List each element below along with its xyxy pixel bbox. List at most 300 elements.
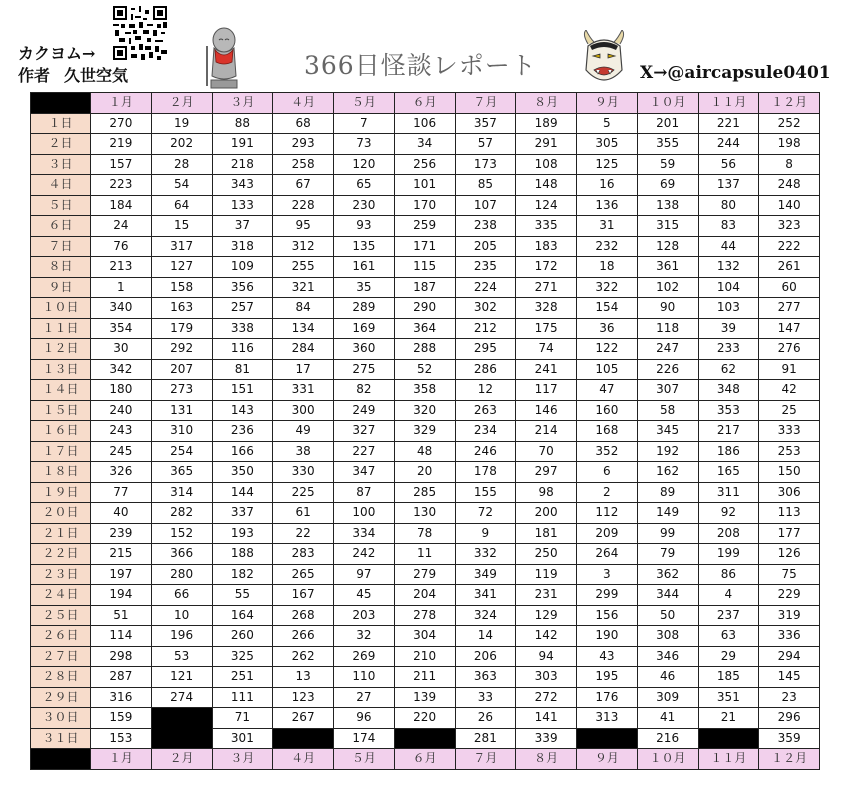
story-number-cell: 193 xyxy=(212,523,273,544)
story-number-cell: 98 xyxy=(516,482,577,503)
story-number-cell: 274 xyxy=(151,687,212,708)
story-number-cell: 16 xyxy=(577,175,638,196)
story-number-cell: 75 xyxy=(759,564,820,585)
table-row xyxy=(31,585,820,606)
month-header: １０月 xyxy=(637,93,698,114)
story-number-cell: 291 xyxy=(516,134,577,155)
story-number-cell: 268 xyxy=(273,605,334,626)
story-number-cell: 40 xyxy=(91,503,152,524)
page-title: 366日怪談レポート xyxy=(304,51,537,80)
story-number-cell: 278 xyxy=(394,605,455,626)
story-number-cell: 292 xyxy=(151,339,212,360)
story-number-cell: 188 xyxy=(212,544,273,565)
story-number-cell: 182 xyxy=(212,564,273,585)
month-header: １月 xyxy=(91,93,152,114)
story-number-cell: 198 xyxy=(759,134,820,155)
story-number-cell: 1 xyxy=(91,277,152,298)
story-number-cell: 164 xyxy=(212,605,273,626)
story-number-cell: 92 xyxy=(698,503,759,524)
story-number-cell: 249 xyxy=(334,400,395,421)
story-number-cell: 110 xyxy=(334,667,395,688)
day-header: ５日 xyxy=(31,195,91,216)
jizo-statue-icon xyxy=(204,26,244,90)
story-number-cell: 360 xyxy=(334,339,395,360)
story-number-cell: 229 xyxy=(759,585,820,606)
story-number-cell: 173 xyxy=(455,154,516,175)
story-number-cell: 18 xyxy=(577,257,638,278)
story-number-cell: 78 xyxy=(394,523,455,544)
story-number-cell: 317 xyxy=(151,236,212,257)
story-number-cell: 35 xyxy=(334,277,395,298)
story-number-cell: 15 xyxy=(151,216,212,237)
story-number-cell: 199 xyxy=(698,544,759,565)
story-number-cell: 210 xyxy=(394,646,455,667)
story-number-cell: 133 xyxy=(212,195,273,216)
story-number-cell: 344 xyxy=(637,585,698,606)
story-number-cell: 140 xyxy=(759,195,820,216)
story-number-cell: 104 xyxy=(698,277,759,298)
story-number-cell: 121 xyxy=(151,667,212,688)
x-handle[interactable]: X→@aircapsule0401 xyxy=(640,63,831,83)
story-number-cell: 72 xyxy=(455,503,516,524)
story-number-cell: 252 xyxy=(759,113,820,134)
story-number-cell: 11 xyxy=(394,544,455,565)
story-number-cell: 327 xyxy=(334,421,395,442)
story-number-cell: 156 xyxy=(577,605,638,626)
story-number-cell: 319 xyxy=(759,605,820,626)
story-number-cell: 241 xyxy=(516,359,577,380)
story-number-cell: 280 xyxy=(151,564,212,585)
story-number-cell: 108 xyxy=(516,154,577,175)
story-number-cell: 139 xyxy=(394,687,455,708)
month-header: ５月 xyxy=(334,93,395,114)
table-row xyxy=(31,687,820,708)
story-number-cell: 3 xyxy=(577,564,638,585)
story-number-cell: 39 xyxy=(698,318,759,339)
story-number-cell: 53 xyxy=(151,646,212,667)
story-number-cell: 29 xyxy=(698,646,759,667)
story-number-cell: 254 xyxy=(151,441,212,462)
table-row xyxy=(31,482,820,503)
story-number-cell: 288 xyxy=(394,339,455,360)
story-number-cell: 312 xyxy=(273,236,334,257)
table-row xyxy=(31,359,820,380)
story-number-cell: 71 xyxy=(212,708,273,729)
story-number-cell: 305 xyxy=(577,134,638,155)
story-number-cell: 100 xyxy=(334,503,395,524)
story-number-cell: 322 xyxy=(577,277,638,298)
kakuyomu-label: カクヨム→ xyxy=(18,44,96,63)
story-number-cell: 207 xyxy=(151,359,212,380)
story-number-cell: 258 xyxy=(273,154,334,175)
story-number-cell: 46 xyxy=(637,667,698,688)
story-number-cell: 358 xyxy=(394,380,455,401)
story-number-cell: 321 xyxy=(273,277,334,298)
story-number-cell: 337 xyxy=(212,503,273,524)
story-number-cell: 190 xyxy=(577,626,638,647)
day-header: ２７日 xyxy=(31,646,91,667)
story-number-cell: 231 xyxy=(516,585,577,606)
story-number-cell: 161 xyxy=(334,257,395,278)
story-number-cell: 163 xyxy=(151,298,212,319)
story-number-cell: 175 xyxy=(516,318,577,339)
story-number-cell: 97 xyxy=(334,564,395,585)
story-number-cell: 142 xyxy=(516,626,577,647)
story-number-cell: 21 xyxy=(698,708,759,729)
story-number-cell: 343 xyxy=(212,175,273,196)
story-number-cell: 213 xyxy=(91,257,152,278)
story-number-cell: 81 xyxy=(212,359,273,380)
story-number-cell: 206 xyxy=(455,646,516,667)
story-number-cell: 216 xyxy=(637,728,698,749)
story-number-cell: 179 xyxy=(151,318,212,339)
story-number-cell: 214 xyxy=(516,421,577,442)
story-number-cell: 155 xyxy=(455,482,516,503)
story-number-cell: 248 xyxy=(759,175,820,196)
story-number-cell: 28 xyxy=(151,154,212,175)
story-number-cell: 25 xyxy=(759,400,820,421)
story-number-cell: 137 xyxy=(698,175,759,196)
story-number-cell: 132 xyxy=(698,257,759,278)
story-number-cell: 242 xyxy=(334,544,395,565)
table-row xyxy=(31,236,820,257)
story-number-cell: 237 xyxy=(698,605,759,626)
month-header: ９月 xyxy=(577,749,638,770)
story-number-cell: 148 xyxy=(516,175,577,196)
story-number-cell: 339 xyxy=(516,728,577,749)
nonexistent-date-cell xyxy=(273,728,334,749)
table-row xyxy=(31,380,820,401)
story-number-cell: 355 xyxy=(637,134,698,155)
story-number-cell: 286 xyxy=(455,359,516,380)
story-number-cell: 13 xyxy=(273,667,334,688)
story-number-cell: 266 xyxy=(273,626,334,647)
story-number-cell: 279 xyxy=(394,564,455,585)
month-header: ４月 xyxy=(273,93,334,114)
story-number-cell: 83 xyxy=(698,216,759,237)
story-number-cell: 192 xyxy=(637,441,698,462)
story-number-cell: 82 xyxy=(334,380,395,401)
story-number-cell: 126 xyxy=(759,544,820,565)
story-number-cell: 135 xyxy=(334,236,395,257)
table-row xyxy=(31,523,820,544)
story-number-cell: 273 xyxy=(151,380,212,401)
story-number-cell: 174 xyxy=(334,728,395,749)
story-number-cell: 287 xyxy=(91,667,152,688)
story-number-cell: 331 xyxy=(273,380,334,401)
month-header: １２月 xyxy=(759,93,820,114)
story-number-cell: 95 xyxy=(273,216,334,237)
story-number-cell: 102 xyxy=(637,277,698,298)
story-number-cell: 181 xyxy=(516,523,577,544)
story-number-cell: 346 xyxy=(637,646,698,667)
day-header: １２日 xyxy=(31,339,91,360)
story-number-cell: 138 xyxy=(637,195,698,216)
story-number-cell: 118 xyxy=(637,318,698,339)
qr-code-icon[interactable] xyxy=(113,6,167,60)
story-number-cell: 284 xyxy=(273,339,334,360)
story-number-cell: 79 xyxy=(637,544,698,565)
story-number-cell: 361 xyxy=(637,257,698,278)
story-number-cell: 211 xyxy=(394,667,455,688)
story-number-cell: 26 xyxy=(455,708,516,729)
story-number-cell: 272 xyxy=(516,687,577,708)
story-number-cell: 185 xyxy=(698,667,759,688)
story-number-cell: 10 xyxy=(151,605,212,626)
story-number-cell: 345 xyxy=(637,421,698,442)
story-number-cell: 122 xyxy=(577,339,638,360)
story-number-cell: 202 xyxy=(151,134,212,155)
story-number-cell: 271 xyxy=(516,277,577,298)
month-header: １２月 xyxy=(759,749,820,770)
story-number-cell: 58 xyxy=(637,400,698,421)
story-number-cell: 290 xyxy=(394,298,455,319)
story-number-cell: 281 xyxy=(455,728,516,749)
month-header: ２月 xyxy=(151,93,212,114)
story-number-cell: 224 xyxy=(455,277,516,298)
story-number-cell: 205 xyxy=(455,236,516,257)
story-number-cell: 238 xyxy=(455,216,516,237)
story-number-cell: 87 xyxy=(334,482,395,503)
story-number-cell: 134 xyxy=(273,318,334,339)
month-header: ８月 xyxy=(516,93,577,114)
story-number-cell: 91 xyxy=(759,359,820,380)
story-number-cell: 232 xyxy=(577,236,638,257)
month-header: ３月 xyxy=(212,93,273,114)
story-number-cell: 251 xyxy=(212,667,273,688)
story-number-cell: 33 xyxy=(455,687,516,708)
story-number-cell: 283 xyxy=(273,544,334,565)
story-number-cell: 64 xyxy=(151,195,212,216)
month-header: ５月 xyxy=(334,749,395,770)
story-number-cell: 65 xyxy=(334,175,395,196)
story-number-cell: 328 xyxy=(516,298,577,319)
story-number-cell: 124 xyxy=(516,195,577,216)
story-number-cell: 14 xyxy=(455,626,516,647)
story-number-cell: 67 xyxy=(273,175,334,196)
day-header: ８日 xyxy=(31,257,91,278)
story-number-cell: 90 xyxy=(637,298,698,319)
story-number-cell: 69 xyxy=(637,175,698,196)
table-row xyxy=(31,626,820,647)
story-number-cell: 334 xyxy=(334,523,395,544)
story-number-cell: 73 xyxy=(334,134,395,155)
table-row xyxy=(31,605,820,626)
story-number-cell: 119 xyxy=(516,564,577,585)
story-number-cell: 353 xyxy=(698,400,759,421)
story-number-cell: 42 xyxy=(759,380,820,401)
story-number-cell: 307 xyxy=(637,380,698,401)
story-number-cell: 261 xyxy=(759,257,820,278)
story-number-cell: 146 xyxy=(516,400,577,421)
story-number-cell: 300 xyxy=(273,400,334,421)
story-number-cell: 350 xyxy=(212,462,273,483)
story-number-cell: 225 xyxy=(273,482,334,503)
story-number-cell: 169 xyxy=(334,318,395,339)
month-header: ７月 xyxy=(455,93,516,114)
day-header: ２６日 xyxy=(31,626,91,647)
story-number-cell: 84 xyxy=(273,298,334,319)
story-number-cell: 170 xyxy=(394,195,455,216)
story-number-cell: 24 xyxy=(91,216,152,237)
story-number-cell: 9 xyxy=(455,523,516,544)
story-number-cell: 48 xyxy=(394,441,455,462)
day-header: １６日 xyxy=(31,421,91,442)
story-number-cell: 316 xyxy=(91,687,152,708)
story-number-cell: 333 xyxy=(759,421,820,442)
story-number-cell: 20 xyxy=(394,462,455,483)
day-header: ６日 xyxy=(31,216,91,237)
story-number-cell: 27 xyxy=(334,687,395,708)
table-row xyxy=(31,441,820,462)
story-number-cell: 66 xyxy=(151,585,212,606)
story-number-cell: 37 xyxy=(212,216,273,237)
story-number-cell: 49 xyxy=(273,421,334,442)
story-number-cell: 239 xyxy=(91,523,152,544)
story-number-cell: 106 xyxy=(394,113,455,134)
story-number-cell: 253 xyxy=(759,441,820,462)
month-header: ９月 xyxy=(577,93,638,114)
author-line xyxy=(18,63,128,86)
story-number-cell: 315 xyxy=(637,216,698,237)
story-number-cell: 189 xyxy=(516,113,577,134)
table-row xyxy=(31,667,820,688)
story-number-cell: 117 xyxy=(516,380,577,401)
story-number-cell: 342 xyxy=(91,359,152,380)
story-number-cell: 197 xyxy=(91,564,152,585)
table-row xyxy=(31,216,820,237)
day-header: ２日 xyxy=(31,134,91,155)
story-number-cell: 257 xyxy=(212,298,273,319)
story-number-cell: 313 xyxy=(577,708,638,729)
day-header: １１日 xyxy=(31,318,91,339)
story-number-cell: 196 xyxy=(151,626,212,647)
story-number-cell: 246 xyxy=(455,441,516,462)
story-number-cell: 111 xyxy=(212,687,273,708)
story-number-cell: 62 xyxy=(698,359,759,380)
story-number-cell: 38 xyxy=(273,441,334,462)
story-number-cell: 93 xyxy=(334,216,395,237)
story-number-cell: 303 xyxy=(516,667,577,688)
month-header: １１月 xyxy=(698,93,759,114)
story-number-cell: 255 xyxy=(273,257,334,278)
story-number-cell: 275 xyxy=(334,359,395,380)
story-number-cell: 103 xyxy=(698,298,759,319)
table-row xyxy=(31,134,820,155)
story-number-cell: 310 xyxy=(151,421,212,442)
story-number-cell: 306 xyxy=(759,482,820,503)
story-number-cell: 101 xyxy=(394,175,455,196)
table-row xyxy=(31,400,820,421)
story-number-cell: 289 xyxy=(334,298,395,319)
story-number-cell: 201 xyxy=(637,113,698,134)
table-row xyxy=(31,195,820,216)
story-number-cell: 147 xyxy=(759,318,820,339)
story-number-cell: 80 xyxy=(698,195,759,216)
story-number-cell: 220 xyxy=(394,708,455,729)
nonexistent-date-block xyxy=(151,708,212,749)
story-number-cell: 17 xyxy=(273,359,334,380)
story-number-cell: 150 xyxy=(759,462,820,483)
table-row xyxy=(31,708,820,729)
day-header: １０日 xyxy=(31,298,91,319)
story-number-cell: 57 xyxy=(455,134,516,155)
story-number-cell: 330 xyxy=(273,462,334,483)
story-number-cell: 172 xyxy=(516,257,577,278)
story-number-cell: 325 xyxy=(212,646,273,667)
author-name: 久世空気 xyxy=(64,66,129,85)
story-number-cell: 165 xyxy=(698,462,759,483)
story-number-cell: 7 xyxy=(334,113,395,134)
story-number-cell: 276 xyxy=(759,339,820,360)
kaidan-calendar-table xyxy=(30,92,820,770)
story-number-cell: 203 xyxy=(334,605,395,626)
table-row xyxy=(31,646,820,667)
table-row xyxy=(31,462,820,483)
story-number-cell: 130 xyxy=(394,503,455,524)
day-header: １７日 xyxy=(31,441,91,462)
table-row xyxy=(31,257,820,278)
story-number-cell: 186 xyxy=(698,441,759,462)
story-number-cell: 44 xyxy=(698,236,759,257)
story-number-cell: 340 xyxy=(91,298,152,319)
day-header: ４日 xyxy=(31,175,91,196)
story-number-cell: 227 xyxy=(334,441,395,462)
story-number-cell: 309 xyxy=(637,687,698,708)
month-header: ２月 xyxy=(151,749,212,770)
table-row xyxy=(31,154,820,175)
story-number-cell: 243 xyxy=(91,421,152,442)
story-number-cell: 145 xyxy=(759,667,820,688)
story-number-cell: 94 xyxy=(516,646,577,667)
table-row xyxy=(31,421,820,442)
story-number-cell: 226 xyxy=(637,359,698,380)
story-number-cell: 221 xyxy=(698,113,759,134)
day-header: ７日 xyxy=(31,236,91,257)
story-number-cell: 366 xyxy=(151,544,212,565)
story-number-cell: 125 xyxy=(577,154,638,175)
table-row xyxy=(31,339,820,360)
story-number-cell: 59 xyxy=(637,154,698,175)
story-number-cell: 362 xyxy=(637,564,698,585)
story-number-cell: 209 xyxy=(577,523,638,544)
story-number-cell: 245 xyxy=(91,441,152,462)
story-number-cell: 250 xyxy=(516,544,577,565)
day-header: ２１日 xyxy=(31,523,91,544)
story-number-cell: 51 xyxy=(91,605,152,626)
story-number-cell: 263 xyxy=(455,400,516,421)
story-number-cell: 56 xyxy=(698,154,759,175)
story-number-cell: 351 xyxy=(698,687,759,708)
story-number-cell: 34 xyxy=(394,134,455,155)
story-number-cell: 270 xyxy=(91,113,152,134)
story-number-cell: 112 xyxy=(577,503,638,524)
story-number-cell: 61 xyxy=(273,503,334,524)
story-number-cell: 144 xyxy=(212,482,273,503)
story-number-cell: 324 xyxy=(455,605,516,626)
story-number-cell: 357 xyxy=(455,113,516,134)
month-header: ７月 xyxy=(455,749,516,770)
story-number-cell: 267 xyxy=(273,708,334,729)
story-number-cell: 204 xyxy=(394,585,455,606)
story-number-cell: 217 xyxy=(698,421,759,442)
story-number-cell: 240 xyxy=(91,400,152,421)
bottom-corner-cell xyxy=(31,749,91,770)
hannya-mask-icon xyxy=(578,30,630,90)
day-header: １９日 xyxy=(31,482,91,503)
story-number-cell: 85 xyxy=(455,175,516,196)
story-number-cell: 68 xyxy=(273,113,334,134)
